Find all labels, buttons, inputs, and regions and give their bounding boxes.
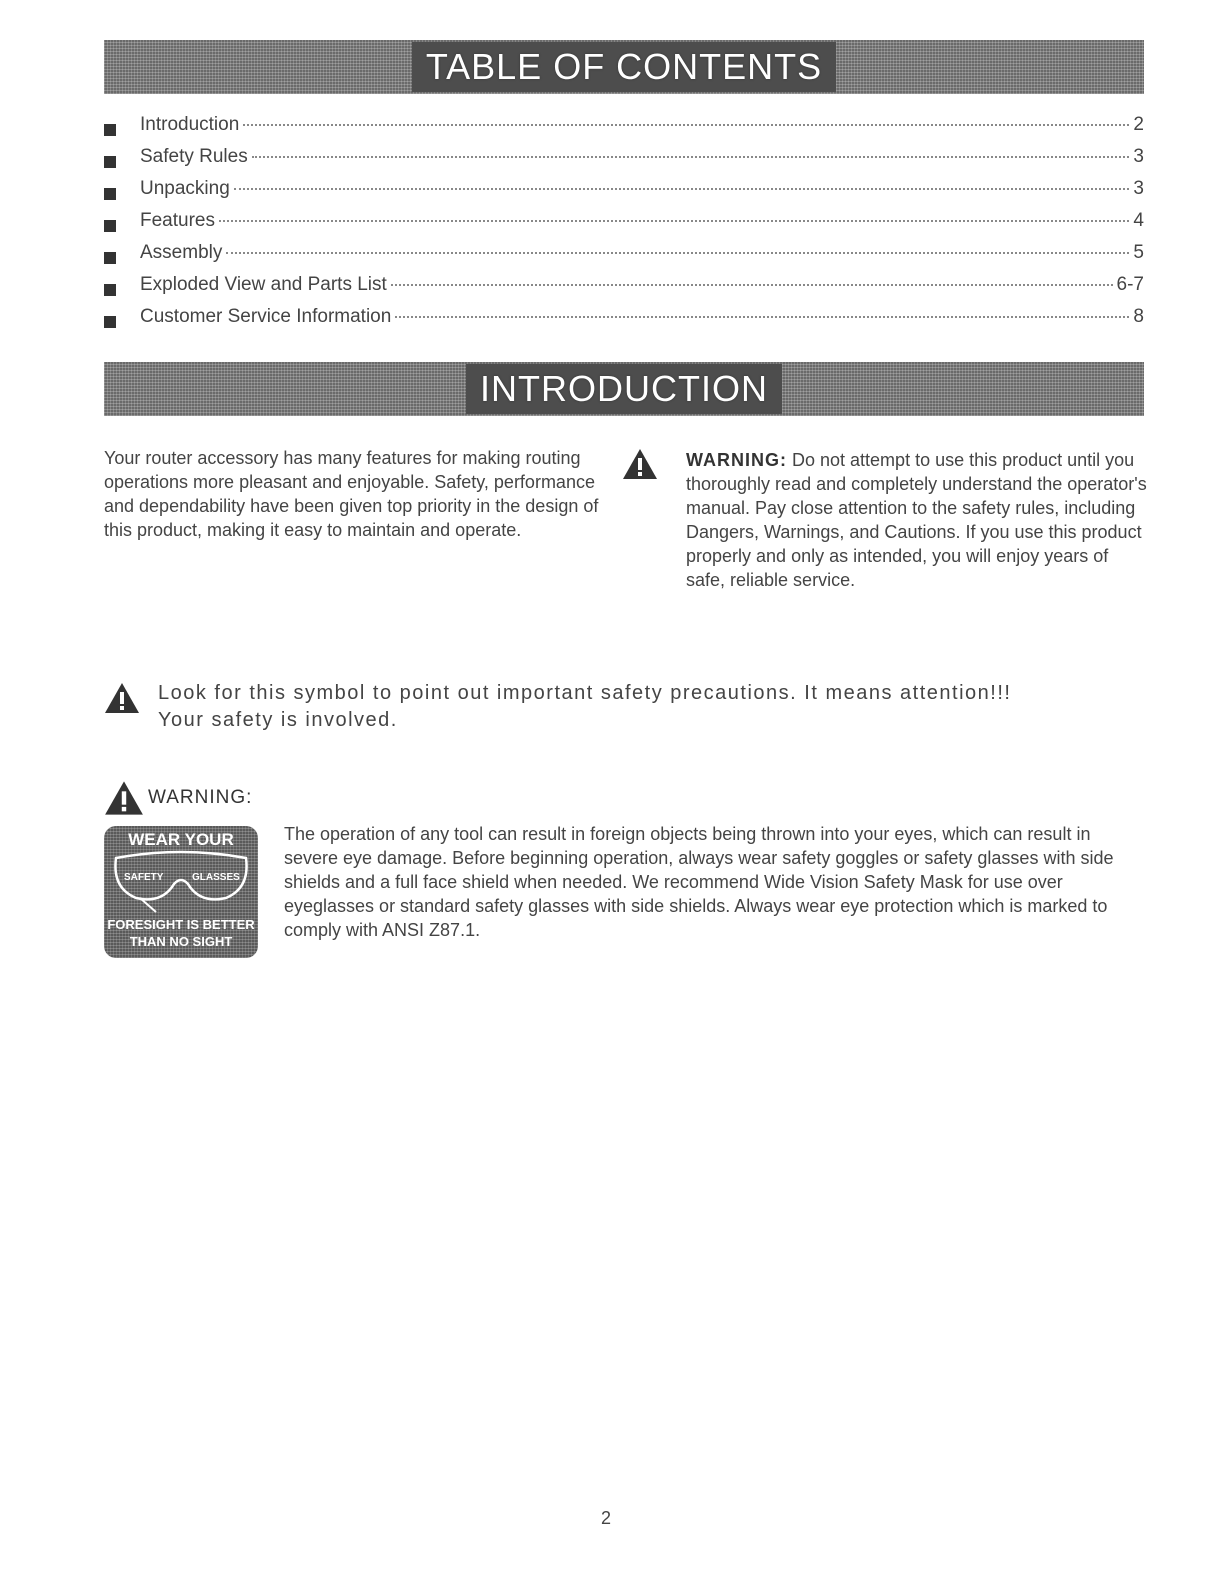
toc-item-page: 8 <box>1133 306 1144 327</box>
toc-item-label: Customer Service Information <box>140 306 392 327</box>
toc-item-page: 5 <box>1133 242 1144 263</box>
toc-item[interactable] <box>104 146 1144 178</box>
toc-item[interactable] <box>104 242 1144 274</box>
toc-leader-dots <box>234 188 1130 190</box>
square-bullet-icon <box>104 220 116 232</box>
toc-item[interactable] <box>104 210 1144 242</box>
badge-top-text: WEAR YOUR <box>128 830 234 849</box>
toc-item-label: Assembly <box>140 242 223 263</box>
warning-triangle-icon <box>104 780 144 816</box>
intro-warning <box>622 448 1152 592</box>
toc-leader-dots <box>219 220 1129 222</box>
warning-text: Do not attempt to use this product until you thoroughly read and completely understand the operator's manual. Pay close attention to the safety rules, including Dangers, Warnings, and Cautions. If you use this product properly and only as intended, you will enjoy years of safe, reliable service. <box>686 450 1147 590</box>
intro-body: Your router accessory has many features for making routing operations more pleasant and enjoyable. Safety, performance and dependability have been given top priority in the design of this product, making it easy to maintain and operate. <box>104 448 599 540</box>
glasses-warning-text: The operation of any tool can result in foreign objects being thrown into your eyes, which can result in severe eye damage. Before beginning operation, always wear safety goggles or safety glasses with side shields and a full face shield when needed. We recommend Wide Vision Safety Mask for use over eyeglasses or standard safety glasses with side shields. Always wear eye protection which is marked to comply with ANSI Z87.1. <box>284 824 1114 940</box>
toc-item-label: Safety Rules <box>140 146 248 167</box>
glasses-warning-heading <box>104 780 252 816</box>
toc-leader-dots <box>252 156 1130 158</box>
toc-item-label: Unpacking <box>140 178 230 199</box>
toc-list <box>104 114 1144 338</box>
badge-safety-label: SAFETY <box>124 872 164 883</box>
toc-item-label: Introduction <box>140 114 240 135</box>
toc-leader-dots <box>226 252 1129 254</box>
warning-triangle-icon <box>104 682 140 714</box>
warning-label: WARNING: <box>686 450 787 470</box>
toc-item-page: 3 <box>1133 178 1144 199</box>
page-number: 2 <box>600 1508 611 1528</box>
toc-item[interactable] <box>104 274 1144 306</box>
toc-item[interactable] <box>104 178 1144 210</box>
badge-bottom-line-1: FORESIGHT IS BETTER <box>107 917 255 932</box>
warning-triangle-icon <box>622 448 658 480</box>
toc-banner <box>104 40 1144 94</box>
toc-leader-dots <box>395 316 1129 318</box>
badge-bottom-line-2: THAN NO SIGHT <box>129 934 233 949</box>
safety-glasses-icon <box>110 848 252 914</box>
symbol-note-line-1: Look for this symbol to point out important safety precautions. It means attention!!! <box>158 682 1012 704</box>
toc-leader-dots <box>391 284 1113 286</box>
square-bullet-icon <box>104 284 116 296</box>
square-bullet-icon <box>104 252 116 264</box>
square-bullet-icon <box>104 124 116 136</box>
square-bullet-icon <box>104 316 116 328</box>
toc-item-label: Exploded View and Parts List <box>140 274 387 295</box>
square-bullet-icon <box>104 188 116 200</box>
square-bullet-icon <box>104 156 116 168</box>
safety-glasses-badge <box>104 826 258 958</box>
toc-item-page: 2 <box>1133 114 1144 135</box>
toc-item-page: 4 <box>1133 210 1144 231</box>
toc-leader-dots <box>243 124 1129 126</box>
symbol-note-line-2: Your safety is involved. <box>158 709 398 731</box>
toc-item-page: 6-7 <box>1116 274 1144 295</box>
toc-item[interactable] <box>104 114 1144 146</box>
toc-item-label: Features <box>140 210 215 231</box>
toc-title: TABLE OF CONTENTS <box>412 42 836 92</box>
intro-title: INTRODUCTION <box>466 364 782 414</box>
toc-item-page: 3 <box>1133 146 1144 167</box>
toc-item[interactable] <box>104 306 1144 338</box>
intro-banner <box>104 362 1144 416</box>
glasses-warning-label: WARNING: <box>148 787 253 808</box>
safety-symbol-note <box>104 680 1104 734</box>
badge-glasses-label: GLASSES <box>192 872 240 883</box>
